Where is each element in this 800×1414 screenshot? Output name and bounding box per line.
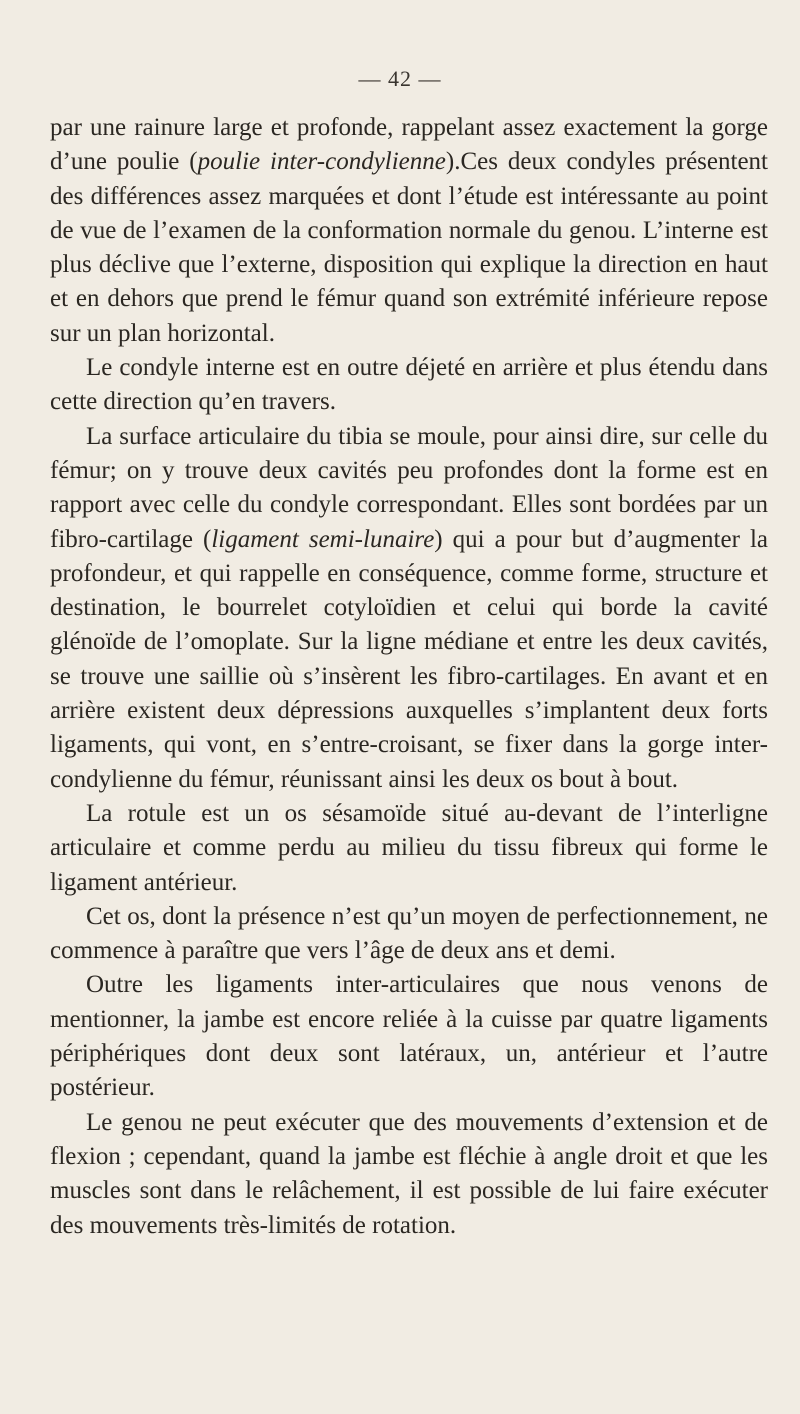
body-text (50, 111, 768, 1243)
text-segment: ) qui a pour but d’augmenter la profondeur, et qui rappelle en conséquence, comme forme, structure et destination, le bourrelet cotyloïdien et celui qui borde la cavité glénoïde de l’omoplate. Sur la ligne médiane et entre les deux cavités, se trouve une saillie où s’insèrent les fibro-cartilages. En avant et en arrière existent deux dépressions auxquelles s’implantent deux forts ligaments, qui vont, en s’entre-croisant, se fixer dans la gorge inter-condylienne du fémur, réunissant ainsi les deux os bout à bout. (50, 525, 768, 793)
text-segment: Le condyle interne est en outre déjeté en arrière et plus étendu dans cette direction qu’en travers. (50, 354, 768, 416)
paragraph-surface-tibia (50, 420, 768, 797)
italic-term: poulie inter-condylienne (197, 148, 446, 176)
paragraph-rotule (50, 797, 768, 900)
paragraph-ligaments (50, 968, 768, 1105)
text-segment: Le genou ne peut exécuter que des mouvements d’extension et de flexion ; cependant, quand la jambe est fléchie à angle droit et que les muscles sont dans le relâchement, il est possible de lui faire exécuter des mouvements très-limités de rotation. (50, 1108, 768, 1239)
page-number: — 42 — (358, 66, 442, 91)
paragraph-os-perfectionnement (50, 900, 768, 969)
text-segment: Outre les ligaments inter-articulaires que nous venons de mentionner, la jambe est encore reliée à la cuisse par quatre ligaments périphériques dont deux sont latéraux, un, antérieur et l’autre postérieur. (50, 971, 768, 1102)
paragraph-condyles (50, 111, 768, 351)
text-segment: La rotule est un os sésamoïde situé au-devant de l’interligne articulaire et comme perdu au milieu du tissu fibreux qui forme le ligament antérieur. (50, 799, 768, 896)
text-segment: La surface articulaire du tibia se moule, pour ainsi dire, sur celle du fémur; on y trouve deux cavités peu profondes dont la forme est en rapport avec celle du condyle correspondant. Elles sont bordées par un fibro-cartilage ( (50, 422, 768, 553)
paragraph-condyle-interne (50, 351, 768, 420)
text-segment: par une rainure large et profonde, rappelant assez exactement la gorge d’une poulie ( (50, 114, 768, 176)
text-segment: ).Ces deux condyles présentent des différences assez marquées et dont l’étude est intéressante au point de vue de l’examen de la conformation normale du genou. L’interne est plus déclive que l’externe, disposition qui explique la direction en haut et en dehors que prend le fémur quand son extrémité inférieure repose sur un plan horizontal. (50, 148, 768, 347)
italic-term: ligament semi-lunaire (211, 525, 435, 553)
text-segment: Cet os, dont la présence n’est qu’un moyen de perfectionnement, ne commence à paraître que vers l’âge de deux ans et demi. (50, 902, 768, 965)
paragraph-mouvements (50, 1106, 768, 1243)
